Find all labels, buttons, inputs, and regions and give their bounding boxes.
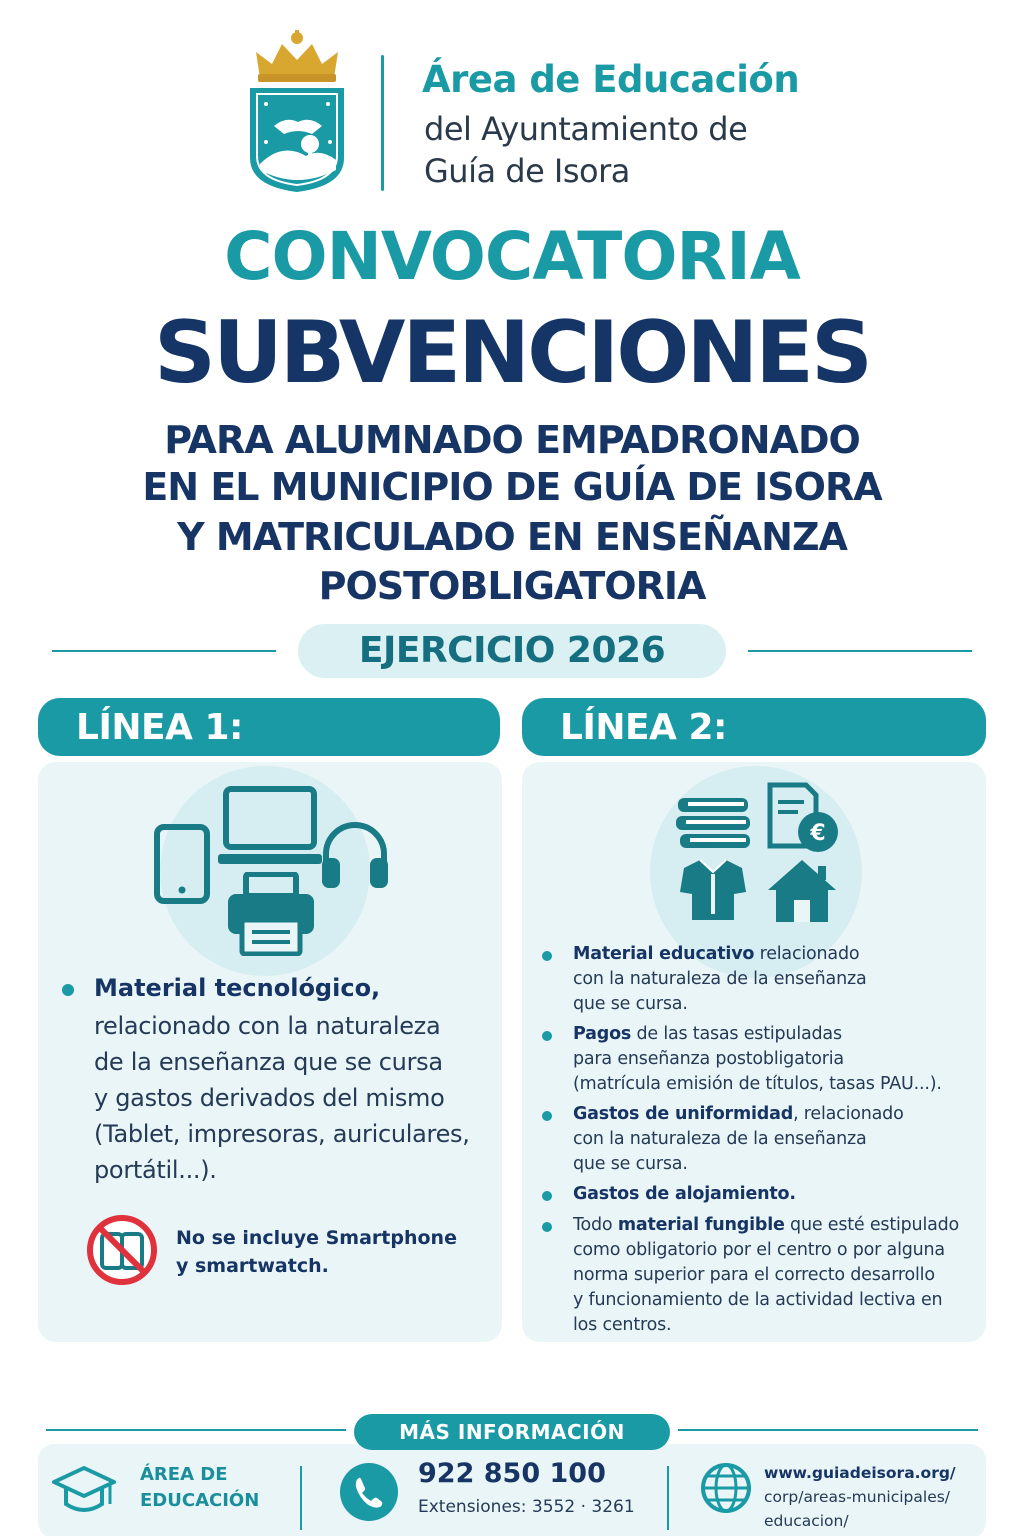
linea2-item-text: (matrícula emisión de títulos, tasas PAU...). <box>573 1074 942 1094</box>
linea1-item-text: y gastos derivados del mismo <box>94 1084 445 1112</box>
title-convocatoria: CONVOCATORIA <box>224 218 800 295</box>
exclusion-note-line1: No se incluye Smartphone <box>176 1227 457 1249</box>
municipal-crest-logo <box>246 30 348 192</box>
area-title: Área de Educación <box>422 58 800 101</box>
divider-left <box>52 650 276 652</box>
linea2-item-4 <box>573 1184 796 1204</box>
phone-extensions: Extensiones: 3552 · 3261 <box>418 1497 635 1517</box>
exclusion-note-line2: y smartwatch. <box>176 1255 329 1277</box>
graduation-cap-icon <box>52 1464 116 1520</box>
linea2-item-text: que se cursa. <box>573 994 688 1014</box>
header-divider <box>381 55 384 191</box>
linea2-item-text: para enseñanza postobligatoria <box>573 1049 844 1069</box>
footer-area-line2: EDUCACIÓN <box>140 1490 260 1511</box>
item-text: que esté estipulado <box>784 1215 960 1235</box>
linea1-item-text: de la enseñanza que se cursa <box>94 1048 443 1076</box>
svg-text:€: € <box>810 821 826 846</box>
website-link-line3[interactable]: educacion/ <box>764 1512 849 1530</box>
item-text: , relacionado <box>793 1104 904 1124</box>
item-text: relacionado <box>754 944 860 964</box>
globe-icon <box>700 1462 752 1514</box>
subtitle-line: Y MATRICULADO EN ENSEÑANZA <box>177 515 847 559</box>
subtitle-line: POSTOBLIGATORIA <box>318 564 706 608</box>
linea2-item-text: con la naturaleza de la enseñanza <box>573 1129 867 1149</box>
footer-divider-left <box>46 1429 346 1431</box>
linea2-item-text: con la naturaleza de la enseñanza <box>573 969 867 989</box>
house-icon <box>764 856 840 924</box>
linea2-item-text: los centros. <box>573 1315 672 1335</box>
linea2-item-text: que se cursa. <box>573 1154 688 1174</box>
footer-separator <box>667 1466 669 1530</box>
phone-icon-badge <box>340 1463 398 1521</box>
subtitle-line: PARA ALUMNADO EMPADRONADO <box>164 418 860 462</box>
linea1-item-title: Material tecnológico, <box>94 974 381 1002</box>
item-text: Todo <box>573 1215 618 1235</box>
bullet-dot <box>542 1222 552 1232</box>
footer-area-line1: ÁREA DE <box>140 1464 228 1485</box>
headphones-icon <box>318 818 392 890</box>
linea1-item-text: portátil...). <box>94 1156 217 1184</box>
bullet-dot <box>542 1031 552 1041</box>
tablet-icon <box>154 824 210 904</box>
item-bold-text: Gastos de alojamiento. <box>573 1184 796 1204</box>
area-subtitle-line2: Guía de Isora <box>424 152 630 190</box>
footer-divider-right <box>678 1429 978 1431</box>
linea1-item-text: relacionado con la naturaleza <box>94 1012 441 1040</box>
item-bold-text: material fungible <box>617 1215 785 1235</box>
no-smartphone-icon <box>86 1214 158 1286</box>
website-link-line2[interactable]: corp/areas-municipales/ <box>764 1488 951 1506</box>
item-bold-text: Gastos de uniformidad <box>573 1104 794 1124</box>
item-bold-text: Pagos <box>573 1024 632 1044</box>
bullet-dot <box>542 1111 552 1121</box>
bullet-dot <box>62 984 74 996</box>
shirt-icon <box>678 858 748 922</box>
invoice-euro-icon <box>764 782 842 854</box>
linea2-heading: LÍNEA 2: <box>522 698 986 756</box>
linea1-item-text: (Tablet, impresoras, auriculares, <box>94 1120 470 1148</box>
phone-number[interactable]: 922 850 100 <box>418 1458 606 1489</box>
linea2-item-text: como obligatorio por el centro o por alguna <box>573 1240 945 1260</box>
divider-right <box>748 650 972 652</box>
linea1-heading: LÍNEA 1: <box>38 698 500 756</box>
monitor-icon <box>216 786 324 868</box>
linea2-item-3 <box>573 1104 904 1124</box>
bullet-dot <box>542 951 552 961</box>
printer-icon <box>226 872 316 956</box>
title-subvenciones: SUBVENCIONES <box>154 303 870 403</box>
website-link-line1[interactable]: www.guiadeisora.org/ <box>764 1464 956 1482</box>
linea2-item-2 <box>573 1024 842 1044</box>
linea2-item-text: y funcionamiento de la actividad lectiva en <box>573 1290 943 1310</box>
linea2-item-text: norma superior para el correcto desarrollo <box>573 1265 935 1285</box>
ejercicio-badge: EJERCICIO 2026 <box>298 624 726 678</box>
item-text: de las tasas estipuladas <box>631 1024 842 1044</box>
subtitle-line: EN EL MUNICIPIO DE GUÍA DE ISORA <box>142 465 882 509</box>
bullet-dot <box>542 1191 552 1201</box>
area-subtitle-line1: del Ayuntamiento de <box>424 110 748 148</box>
more-info-label: MÁS INFORMACIÓN <box>354 1414 670 1450</box>
books-icon <box>674 796 754 852</box>
linea2-item-5 <box>573 1215 959 1235</box>
linea2-item-1 <box>573 944 859 964</box>
footer-separator <box>300 1466 302 1530</box>
phone-icon <box>340 1463 398 1521</box>
item-bold-text: Material educativo <box>573 944 755 964</box>
